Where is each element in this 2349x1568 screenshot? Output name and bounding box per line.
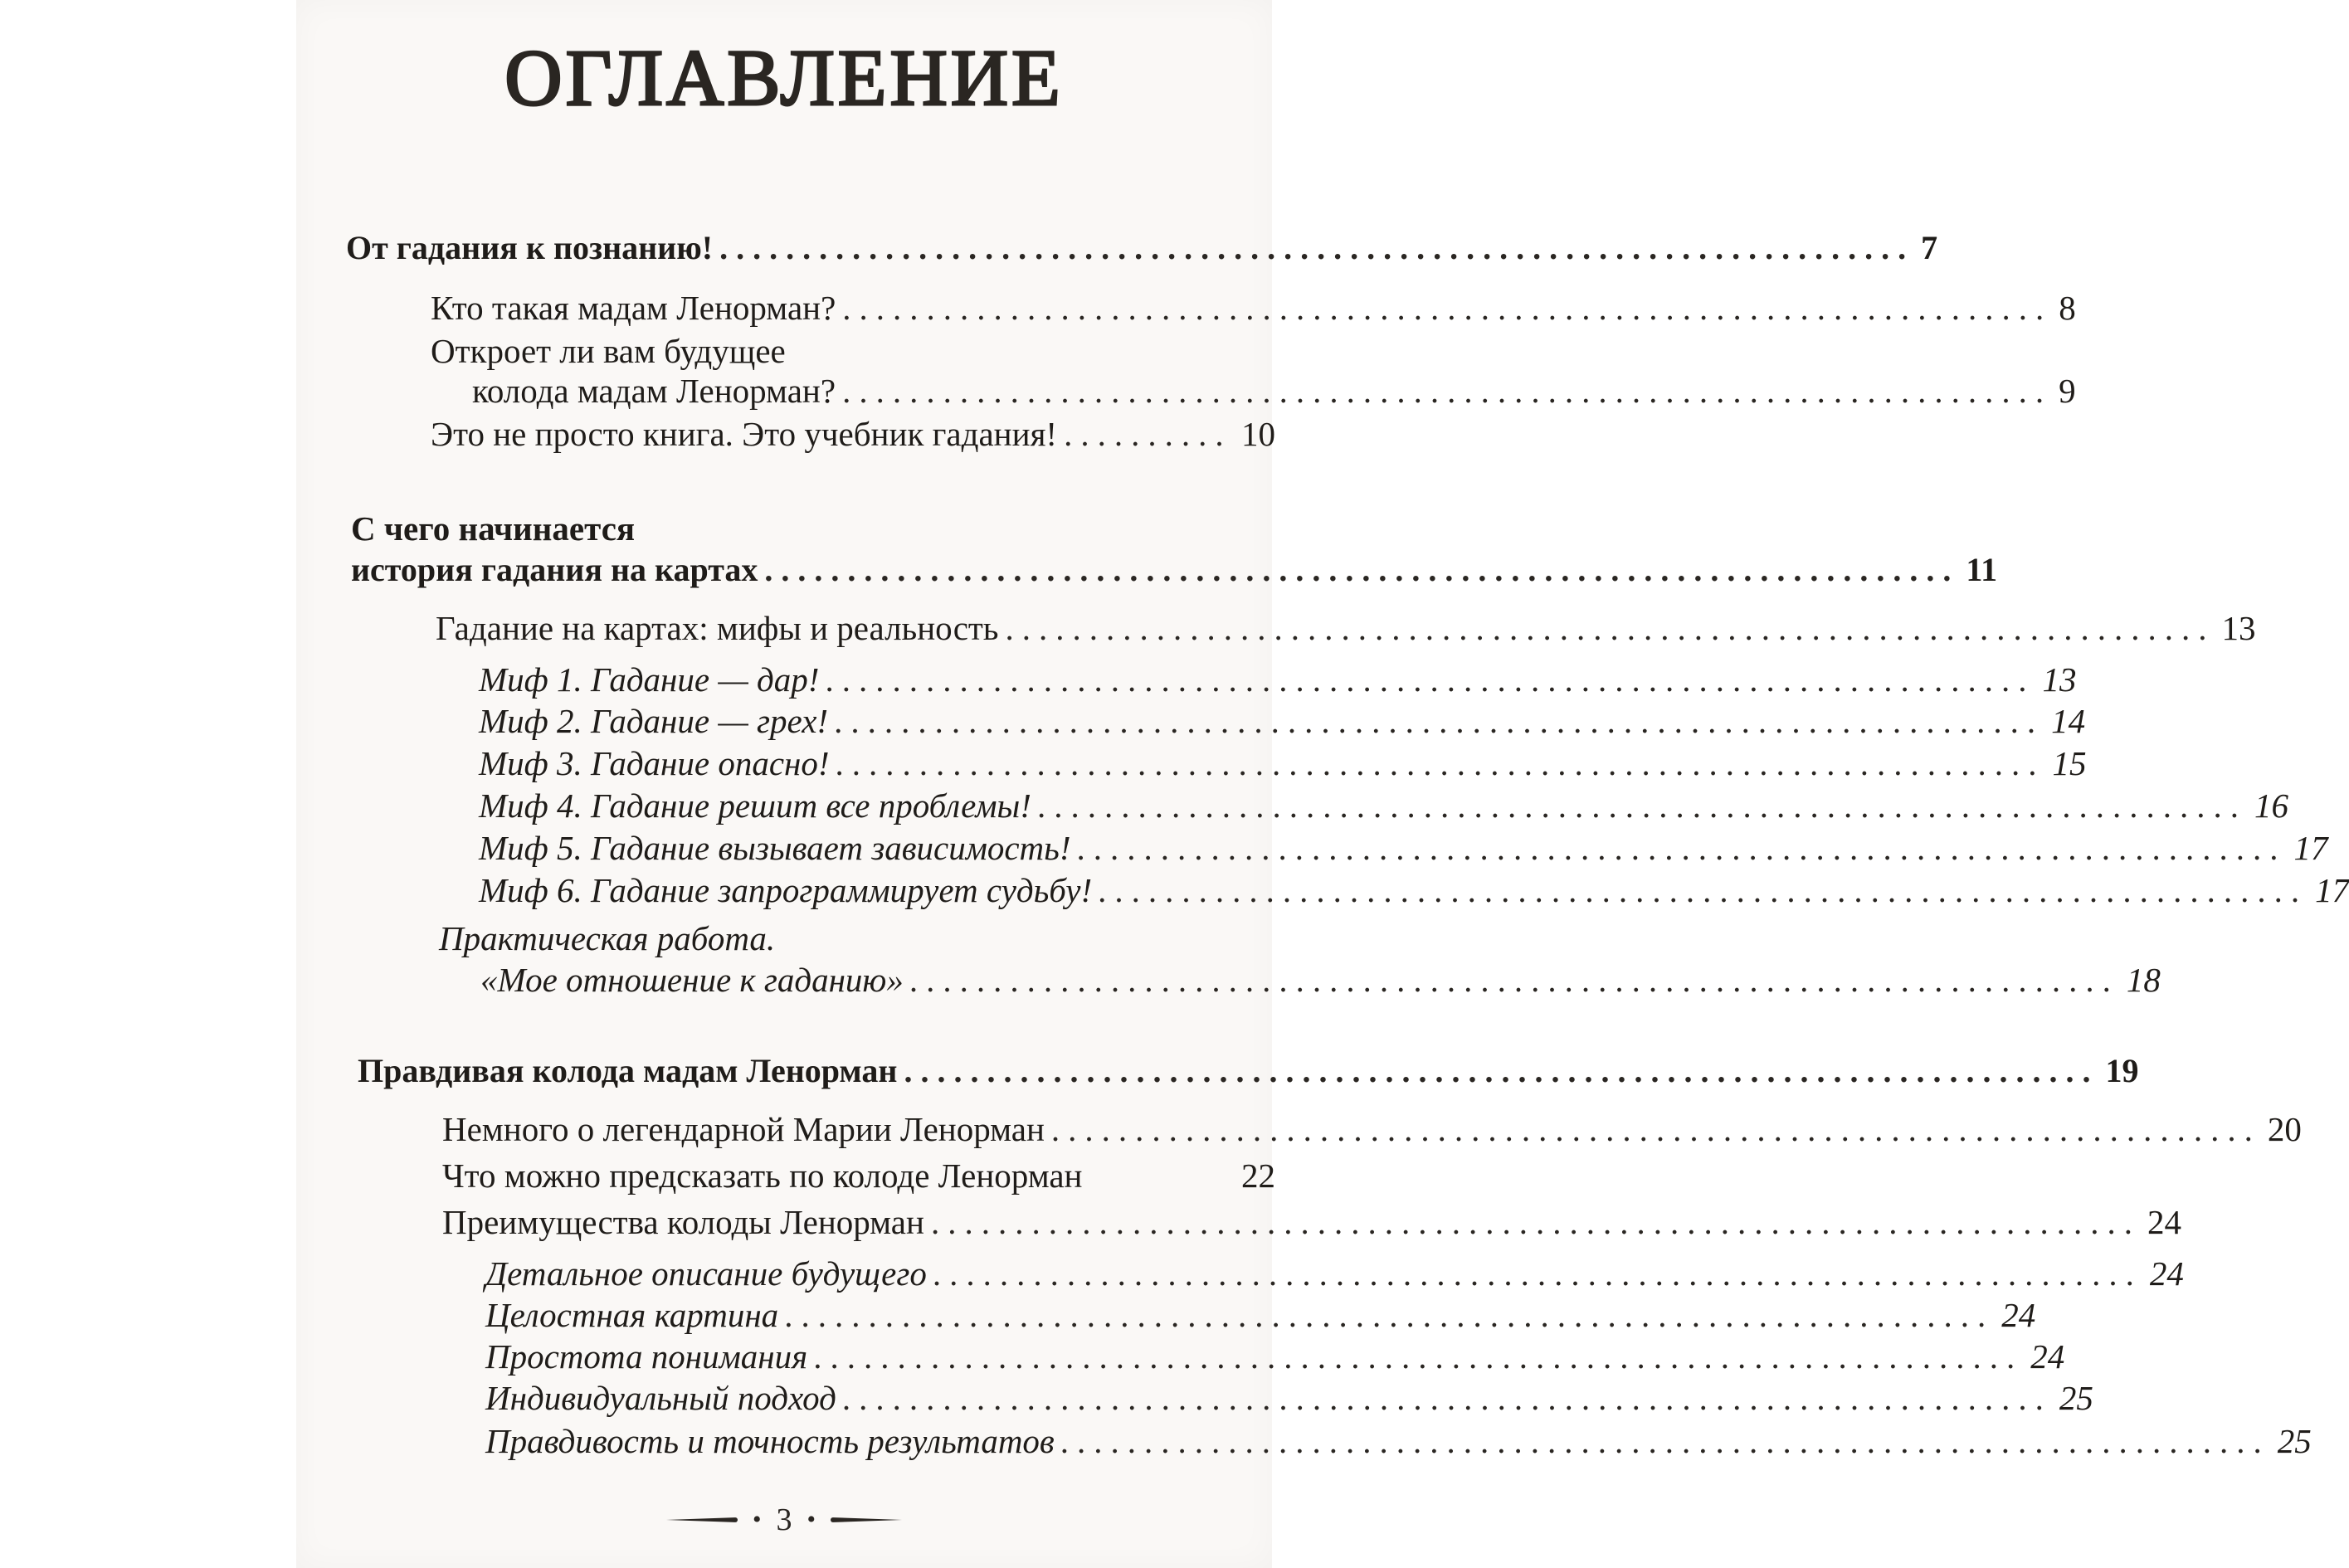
toc-entry-text: Детальное описание будущего (485, 1254, 927, 1293)
toc-entry (480, 961, 2161, 999)
page-title: ОГЛАВЛЕНИЕ (504, 33, 1064, 122)
toc-entry-text: Гадание на картах: мифы и реальность (436, 609, 999, 647)
toc-entry-section (346, 229, 1938, 267)
toc-page-number: 8 (2059, 289, 2076, 327)
toc-entry-text: Это не просто книга. Это учебник гадания! (431, 415, 1058, 453)
toc-entry-text: Миф 6. Гадание запрограммирует судьбу! (479, 871, 1093, 909)
toc-page-number: 17 (2293, 829, 2328, 867)
toc-entry-text: история гадания на картах (351, 551, 758, 588)
toc-entry-text: От гадания к познанию! (346, 229, 714, 266)
toc-page-number: 15 (2052, 744, 2087, 782)
toc-entry (479, 871, 2349, 909)
leader-dots: ........................................................................ (719, 229, 1915, 266)
leader-dots: ........................................................................ (814, 1337, 2025, 1376)
toc-entry-text: Целостная картина (485, 1296, 779, 1334)
toc-page-number: 24 (2149, 1254, 2184, 1293)
leader-dots: ........................................................................ (842, 1379, 2053, 1417)
toc-page-number: 24 (2030, 1337, 2065, 1376)
leader-dots: ........................................................................ (764, 551, 1960, 588)
toc-entry (472, 372, 2076, 410)
toc-entry (479, 744, 2087, 782)
ornament-left-icon (666, 1517, 738, 1522)
toc-page-number: 17 (2315, 871, 2349, 909)
toc-page-number: 13 (2221, 609, 2256, 647)
leader-dots: ........................................................................ (1037, 786, 2248, 825)
toc-entry (485, 1254, 2184, 1293)
leader-dots: ........................................................................ (785, 1296, 1996, 1334)
toc-entry (485, 1337, 2065, 1376)
toc-entry-text-line1: Практическая работа. (439, 919, 776, 957)
toc-entry-text: Правдивая колода мадам Ленорман (358, 1052, 898, 1089)
toc-entry (436, 609, 2256, 647)
toc-page-number: 20 (2267, 1110, 2302, 1148)
toc-entry-text: Немного о легендарной Марии Ленорман (442, 1110, 1045, 1148)
ornament-right-icon (831, 1517, 902, 1522)
toc-entry (479, 786, 2288, 825)
bullet-icon: • (807, 1506, 816, 1533)
leader-dots: ........................................................................ (930, 1203, 2141, 1241)
leader-dots: ........................................................................ (826, 660, 2036, 699)
toc-entry-text: Миф 3. Гадание опасно! (479, 744, 830, 782)
leader-dots: ........................................................................ (909, 961, 2120, 999)
toc-entry-text: «Мое отношение к гаданию» (480, 961, 904, 999)
leader-dots: .......... (1064, 415, 1232, 453)
toc-entry-text: Простота понимания (485, 1337, 808, 1376)
toc-entry (442, 1203, 2181, 1241)
leader-dots: ........................................................................ (933, 1254, 2143, 1293)
toc-entry-text: Миф 2. Гадание — грех! (479, 702, 829, 740)
toc-entry (479, 702, 2086, 740)
toc-entry-text: Правдивость и точность результатов (485, 1422, 1055, 1460)
bullet-icon: • (752, 1506, 762, 1533)
toc-entry-text: Кто такая мадам Ленорман? (431, 289, 836, 327)
toc-page-number: 22 (1241, 1157, 1275, 1195)
page-number: 3 (776, 1502, 792, 1537)
toc-entry-text: Что можно предсказать по колоде Ленорман (442, 1157, 1083, 1195)
toc-page-number: 25 (2277, 1422, 2312, 1460)
leader-dots: ........................................................................ (1099, 871, 2309, 909)
toc-entry-section (351, 551, 1998, 589)
toc-entry (442, 1157, 1275, 1195)
toc-entry (431, 289, 2076, 327)
toc-page-number: 25 (2059, 1379, 2093, 1417)
toc-entry (431, 415, 1275, 453)
toc-page-number: 13 (2042, 660, 2077, 699)
toc-page-number: 10 (1241, 415, 1275, 453)
toc-page-number: 24 (2147, 1203, 2181, 1241)
toc-entry (485, 1379, 2093, 1417)
toc-page-number: 18 (2126, 961, 2161, 999)
toc-entry-text: колода мадам Ленорман? (472, 372, 836, 410)
leader-dots: ........................................................................ (1077, 829, 2288, 867)
leader-dots: ........................................................................ (1050, 1110, 2261, 1148)
toc-page-number: 14 (2051, 702, 2086, 740)
toc-entry (442, 1110, 2302, 1148)
toc-entry (485, 1422, 2312, 1460)
toc-page-number: 19 (2105, 1052, 2139, 1089)
toc-entry-text: Миф 1. Гадание — дар! (479, 660, 820, 699)
toc-entry (479, 660, 2077, 699)
leader-dots: ........................................................................ (1005, 609, 2215, 647)
book-page (296, 0, 2349, 1568)
toc-entry-text: Миф 4. Гадание решит все проблемы! (479, 786, 1031, 825)
leader-dots: ........................................................................ (842, 289, 2053, 327)
toc-entry (485, 1296, 2036, 1334)
leader-dots: ........................................................................ (842, 372, 2053, 410)
toc-page-number: 16 (2254, 786, 2288, 825)
toc-page-number: 24 (2001, 1296, 2036, 1334)
page-footer (296, 1502, 1272, 1538)
toc-entry (479, 829, 2328, 867)
toc-page-number: 7 (1921, 229, 1938, 266)
toc-page-number: 11 (1966, 551, 1998, 588)
leader-dots: ........................................................................ (1060, 1422, 2271, 1460)
toc-entry-text-line1: Откроет ли вам будущее (431, 332, 786, 370)
toc-entry-text: Преимущества колоды Ленорман (442, 1203, 924, 1241)
toc-entry-text: Миф 5. Гадание вызывает зависимость! (479, 829, 1071, 867)
leader-dots: ........................................................................ (836, 744, 2046, 782)
toc-section-line1: С чего начинается (351, 509, 636, 548)
toc-page-number: 9 (2059, 372, 2076, 410)
toc-entry-section (358, 1052, 2139, 1090)
leader-dots: ........................................................................ (904, 1052, 2099, 1089)
leader-dots: ........................................................................ (835, 702, 2045, 740)
toc-entry-text: Индивидуальный подход (485, 1379, 836, 1417)
